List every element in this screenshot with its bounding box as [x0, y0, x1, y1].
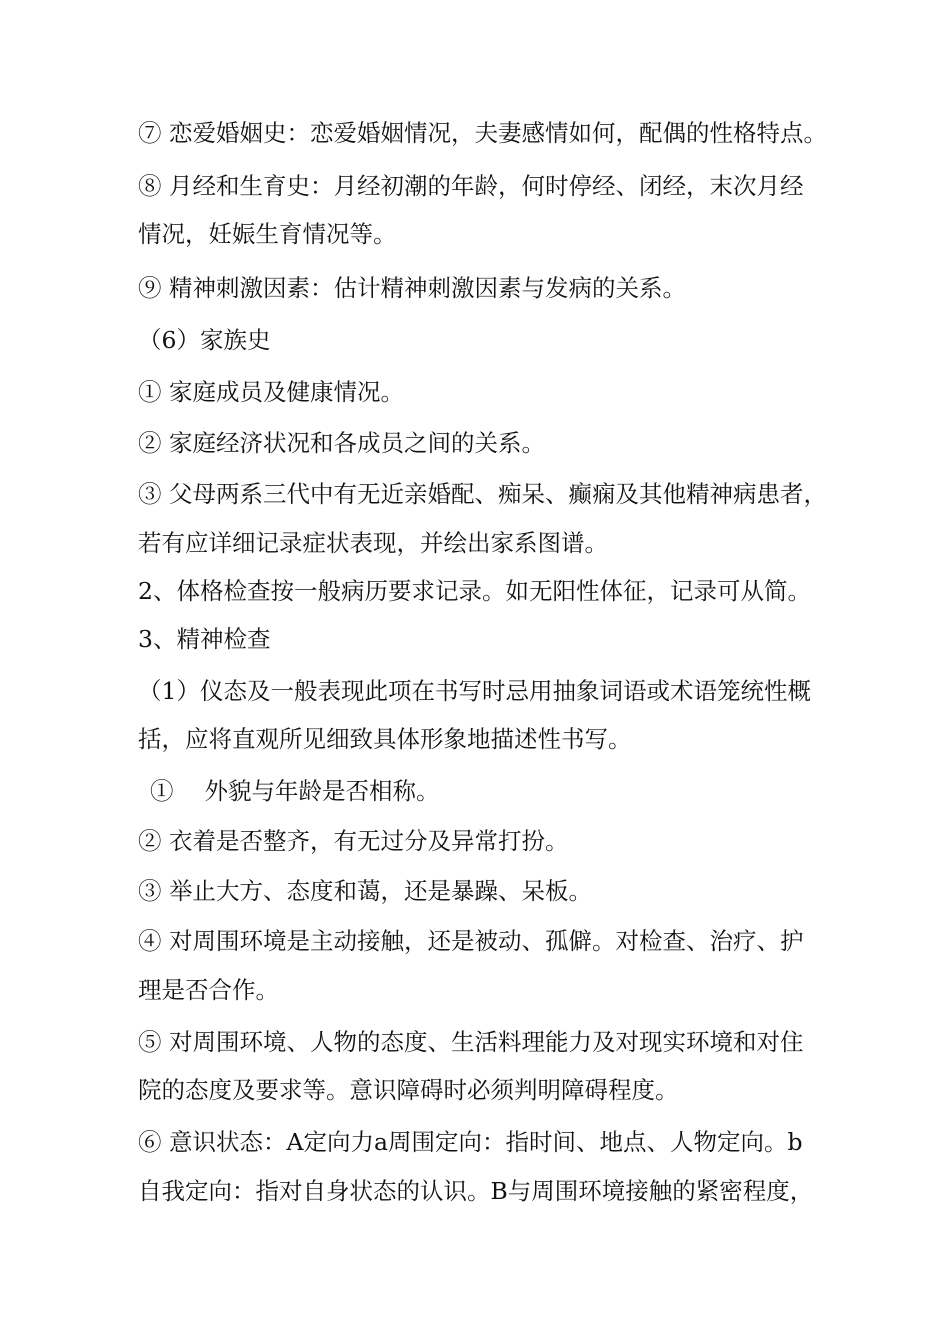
section-heading-mental-exam: 3、精神检查	[138, 625, 271, 653]
text-line-contact-environment: ④ 对周围环境是主动接触，还是被动、孤僻。对检查、治疗、护	[138, 927, 804, 955]
section-heading-physical-exam: 2、体格检查按一般病历要求记录。如无阳性体征，记录可从简。	[138, 577, 811, 605]
text-line-consciousness-cont: 自我定向：指对自身状态的认识。B与周围环境接触的紧密程度，	[138, 1177, 814, 1205]
text-line-three-generations: ③ 父母两系三代中有无近亲婚配、痴呆、癫痫及其他精神病患者，	[138, 480, 827, 508]
text-line-three-generations-cont: 若有应详细记录症状表现，并绘出家系图谱。	[138, 529, 608, 557]
text-line-clothing: ② 衣着是否整齐，有无过分及异常打扮。	[138, 827, 569, 855]
text-line-menstrual-history-cont: 情况，妊娠生育情况等。	[138, 220, 397, 248]
text-line-appearance-intro: （1）仪态及一般表现此项在书写时忌用抽象词语或术语笼统性概	[138, 677, 811, 705]
text-line-appearance-intro-cont: 括，应将直观所见细致具体形象地描述性书写。	[138, 725, 632, 753]
text-line-menstrual-history: ⑧ 月经和生育史：月经初潮的年龄，何时停经、闭经，末次月经	[138, 172, 804, 200]
text-line-contact-environment-cont: 理是否合作。	[138, 976, 279, 1004]
section-heading-family-history: （6）家族史	[138, 326, 271, 354]
text-line-appearance-age: ① 外貌与年龄是否相称。	[150, 777, 440, 805]
text-line-manner: ③ 举止大方、态度和蔼，还是暴躁、呆板。	[138, 877, 592, 905]
text-line-attitude: ⑤ 对周围环境、人物的态度、生活料理能力及对现实环境和对住	[138, 1028, 804, 1056]
text-line-consciousness: ⑥ 意识状态：A定向力a周围定向：指时间、地点、人物定向。b	[138, 1128, 803, 1156]
text-line-family-economy: ② 家庭经济状况和各成员之间的关系。	[138, 429, 545, 457]
text-line-marriage-history: ⑦ 恋爱婚姻史：恋爱婚姻情况，夫妻感情如何，配偶的性格特点。	[138, 119, 827, 147]
text-line-mental-stimulus: ⑨ 精神刺激因素：估计精神刺激因素与发病的关系。	[138, 274, 686, 302]
text-line-family-members: ① 家庭成员及健康情况。	[138, 378, 404, 406]
text-line-attitude-cont: 院的态度及要求等。意识障碍时必须判明障碍程度。	[138, 1076, 679, 1104]
